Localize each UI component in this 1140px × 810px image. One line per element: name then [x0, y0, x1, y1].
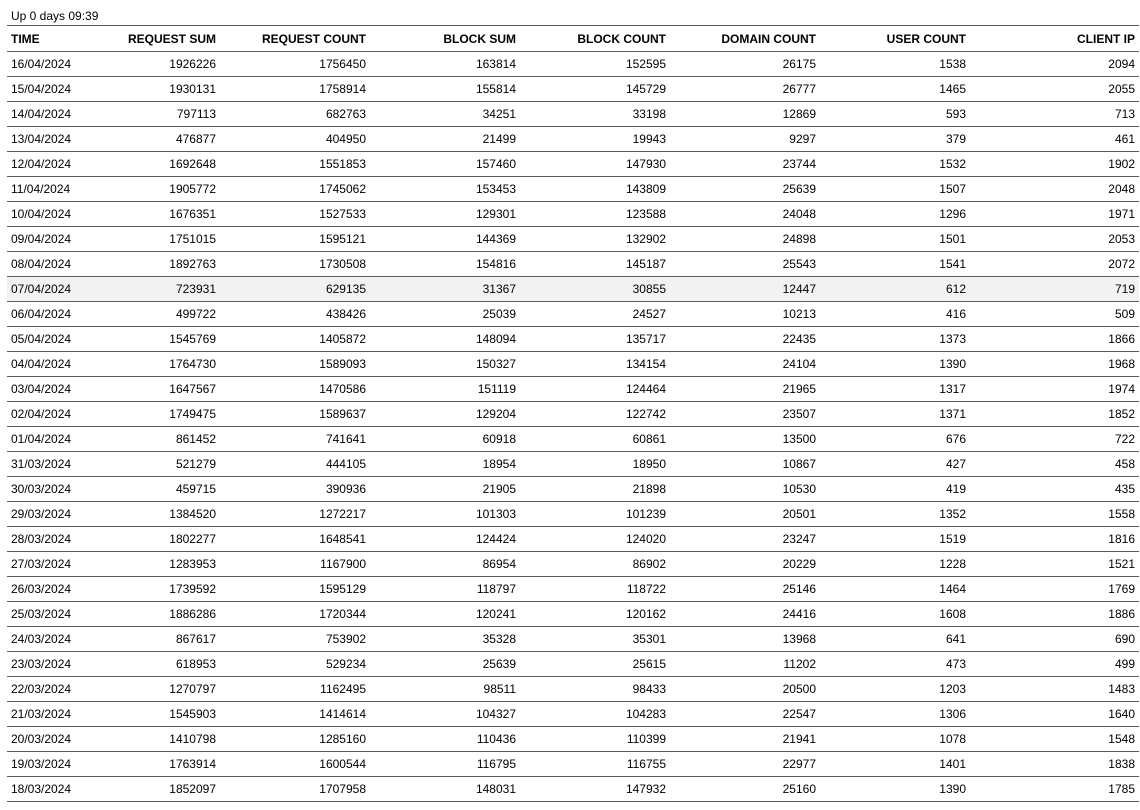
uptime-status: Up 0 days 09:39 — [11, 9, 99, 23]
cell-block-sum: 25639 — [370, 652, 520, 677]
cell-request-sum: 1852097 — [77, 777, 220, 802]
cell-request-sum: 1749475 — [77, 402, 220, 427]
cell-block-sum: 60918 — [370, 427, 520, 452]
cell-client-ip: 499 — [970, 652, 1139, 677]
cell-client-ip: 1838 — [970, 752, 1139, 777]
cell-request-count: 1589637 — [220, 402, 370, 427]
cell-request-count: 404950 — [220, 127, 370, 152]
cell-user-count: 593 — [820, 102, 970, 127]
cell-domain-count: 12447 — [670, 277, 820, 302]
column-header-request-sum[interactable]: REQUEST SUM — [77, 26, 220, 52]
cell-block-count: 18950 — [520, 452, 670, 477]
cell-client-ip: 690 — [970, 627, 1139, 652]
cell-request-sum: 861452 — [77, 427, 220, 452]
table-row[interactable] — [7, 302, 1139, 327]
cell-request-sum: 723931 — [77, 277, 220, 302]
cell-request-count: 529234 — [220, 652, 370, 677]
cell-block-count: 86902 — [520, 552, 670, 577]
cell-domain-count: 24416 — [670, 602, 820, 627]
cell-block-count: 147932 — [520, 777, 670, 802]
cell-time: 28/03/2024 — [7, 527, 77, 552]
cell-block-count: 19943 — [520, 127, 670, 152]
cell-block-sum: 151119 — [370, 377, 520, 402]
cell-request-sum: 1410798 — [77, 727, 220, 752]
cell-block-sum: 150327 — [370, 352, 520, 377]
cell-request-count: 1745062 — [220, 177, 370, 202]
cell-client-ip: 2048 — [970, 177, 1139, 202]
cell-request-sum: 867617 — [77, 627, 220, 652]
cell-user-count: 416 — [820, 302, 970, 327]
cell-domain-count: 24898 — [670, 227, 820, 252]
cell-client-ip: 1886 — [970, 602, 1139, 627]
cell-user-count: 1519 — [820, 527, 970, 552]
column-header-time[interactable]: TIME — [7, 26, 77, 52]
cell-request-sum: 1926226 — [77, 52, 220, 77]
cell-time: 18/03/2024 — [7, 777, 77, 802]
cell-request-sum: 1647567 — [77, 377, 220, 402]
cell-request-sum: 1545769 — [77, 327, 220, 352]
table-row[interactable] — [7, 502, 1139, 527]
table-row[interactable] — [7, 177, 1139, 202]
cell-client-ip: 1974 — [970, 377, 1139, 402]
cell-request-count: 682763 — [220, 102, 370, 127]
cell-user-count: 676 — [820, 427, 970, 452]
table-row[interactable] — [7, 352, 1139, 377]
cell-time: 25/03/2024 — [7, 602, 77, 627]
cell-block-count: 30855 — [520, 277, 670, 302]
cell-user-count: 1390 — [820, 777, 970, 802]
cell-client-ip: 1902 — [970, 152, 1139, 177]
cell-time: 21/03/2024 — [7, 702, 77, 727]
cell-time: 09/04/2024 — [7, 227, 77, 252]
cell-client-ip: 722 — [970, 427, 1139, 452]
column-header-client-ip[interactable]: CLIENT IP — [970, 26, 1139, 52]
cell-time: 13/04/2024 — [7, 127, 77, 152]
table-row[interactable] — [7, 777, 1139, 802]
cell-block-count: 25615 — [520, 652, 670, 677]
cell-client-ip: 2055 — [970, 77, 1139, 102]
cell-client-ip: 1548 — [970, 727, 1139, 752]
cell-request-count: 1720344 — [220, 602, 370, 627]
cell-request-sum: 1545903 — [77, 702, 220, 727]
cell-domain-count: 22977 — [670, 752, 820, 777]
cell-request-sum: 1905772 — [77, 177, 220, 202]
cell-domain-count: 25160 — [670, 777, 820, 802]
cell-time: 07/04/2024 — [7, 277, 77, 302]
cell-client-ip: 2094 — [970, 52, 1139, 77]
cell-user-count: 419 — [820, 477, 970, 502]
cell-request-count: 1470586 — [220, 377, 370, 402]
cell-block-count: 21898 — [520, 477, 670, 502]
cell-time: 24/03/2024 — [7, 627, 77, 652]
cell-client-ip: 1521 — [970, 552, 1139, 577]
cell-user-count: 1352 — [820, 502, 970, 527]
cell-time: 05/04/2024 — [7, 327, 77, 352]
table-row[interactable] — [7, 727, 1139, 752]
cell-block-sum: 120241 — [370, 602, 520, 627]
cell-user-count: 473 — [820, 652, 970, 677]
cell-domain-count: 26777 — [670, 77, 820, 102]
cell-client-ip: 461 — [970, 127, 1139, 152]
cell-block-count: 35301 — [520, 627, 670, 652]
cell-block-count: 145187 — [520, 252, 670, 277]
cell-request-sum: 1802277 — [77, 527, 220, 552]
cell-block-sum: 129204 — [370, 402, 520, 427]
column-header-block-count[interactable]: BLOCK COUNT — [520, 26, 670, 52]
cell-block-sum: 21905 — [370, 477, 520, 502]
cell-block-count: 122742 — [520, 402, 670, 427]
table-row[interactable] — [7, 702, 1139, 727]
cell-time: 02/04/2024 — [7, 402, 77, 427]
cell-time: 15/04/2024 — [7, 77, 77, 102]
cell-client-ip: 1866 — [970, 327, 1139, 352]
cell-request-count: 1527533 — [220, 202, 370, 227]
cell-block-sum: 129301 — [370, 202, 520, 227]
cell-client-ip: 2072 — [970, 252, 1139, 277]
cell-request-count: 1595121 — [220, 227, 370, 252]
table-row[interactable] — [7, 202, 1139, 227]
cell-time: 26/03/2024 — [7, 577, 77, 602]
cell-client-ip: 1558 — [970, 502, 1139, 527]
table-row[interactable] — [7, 52, 1139, 77]
table-row[interactable] — [7, 752, 1139, 777]
cell-request-sum: 1892763 — [77, 252, 220, 277]
cell-client-ip: 1640 — [970, 702, 1139, 727]
cell-block-count: 145729 — [520, 77, 670, 102]
cell-block-count: 33198 — [520, 102, 670, 127]
cell-user-count: 1306 — [820, 702, 970, 727]
cell-request-sum: 1930131 — [77, 77, 220, 102]
cell-time: 11/04/2024 — [7, 177, 77, 202]
cell-client-ip: 1785 — [970, 777, 1139, 802]
cell-domain-count: 20500 — [670, 677, 820, 702]
column-header-domain-count[interactable]: DOMAIN COUNT — [670, 26, 820, 52]
cell-request-sum: 1763914 — [77, 752, 220, 777]
cell-block-sum: 116795 — [370, 752, 520, 777]
cell-request-count: 1167900 — [220, 552, 370, 577]
cell-client-ip: 1968 — [970, 352, 1139, 377]
cell-block-sum: 124424 — [370, 527, 520, 552]
cell-block-count: 104283 — [520, 702, 670, 727]
column-header-request-count[interactable]: REQUEST COUNT — [220, 26, 370, 52]
cell-request-count: 1758914 — [220, 77, 370, 102]
cell-client-ip: 1816 — [970, 527, 1139, 552]
cell-request-sum: 1384520 — [77, 502, 220, 527]
cell-time: 16/04/2024 — [7, 52, 77, 77]
cell-client-ip: 1852 — [970, 402, 1139, 427]
cell-request-count: 1730508 — [220, 252, 370, 277]
cell-block-count: 152595 — [520, 52, 670, 77]
cell-user-count: 427 — [820, 452, 970, 477]
cell-request-sum: 1692648 — [77, 152, 220, 177]
table-row[interactable] — [7, 277, 1139, 302]
table-row[interactable] — [7, 627, 1139, 652]
cell-domain-count: 21941 — [670, 727, 820, 752]
cell-block-count: 132902 — [520, 227, 670, 252]
cell-block-sum: 101303 — [370, 502, 520, 527]
cell-domain-count: 23247 — [670, 527, 820, 552]
cell-block-count: 118722 — [520, 577, 670, 602]
cell-block-count: 124020 — [520, 527, 670, 552]
cell-domain-count: 26175 — [670, 52, 820, 77]
cell-domain-count: 10530 — [670, 477, 820, 502]
cell-block-sum: 86954 — [370, 552, 520, 577]
cell-block-sum: 31367 — [370, 277, 520, 302]
cell-request-sum: 618953 — [77, 652, 220, 677]
cell-block-sum: 25039 — [370, 302, 520, 327]
cell-time: 20/03/2024 — [7, 727, 77, 752]
column-header-user-count[interactable]: USER COUNT — [820, 26, 970, 52]
cell-domain-count: 23507 — [670, 402, 820, 427]
cell-block-sum: 153453 — [370, 177, 520, 202]
cell-domain-count: 10213 — [670, 302, 820, 327]
cell-domain-count: 24048 — [670, 202, 820, 227]
cell-time: 14/04/2024 — [7, 102, 77, 127]
cell-client-ip: 435 — [970, 477, 1139, 502]
table-row[interactable] — [7, 152, 1139, 177]
cell-user-count: 641 — [820, 627, 970, 652]
cell-block-count: 98433 — [520, 677, 670, 702]
cell-time: 03/04/2024 — [7, 377, 77, 402]
cell-block-sum: 144369 — [370, 227, 520, 252]
cell-block-count: 110399 — [520, 727, 670, 752]
cell-time: 06/04/2024 — [7, 302, 77, 327]
cell-user-count: 1532 — [820, 152, 970, 177]
cell-request-count: 1285160 — [220, 727, 370, 752]
cell-user-count: 1317 — [820, 377, 970, 402]
cell-block-count: 116755 — [520, 752, 670, 777]
table-row[interactable] — [7, 327, 1139, 352]
table-row[interactable] — [7, 527, 1139, 552]
cell-domain-count: 9297 — [670, 127, 820, 152]
cell-request-sum: 1270797 — [77, 677, 220, 702]
cell-user-count: 1507 — [820, 177, 970, 202]
cell-user-count: 1608 — [820, 602, 970, 627]
cell-user-count: 1390 — [820, 352, 970, 377]
cell-client-ip: 713 — [970, 102, 1139, 127]
cell-user-count: 1296 — [820, 202, 970, 227]
cell-client-ip: 509 — [970, 302, 1139, 327]
table-header-row — [7, 26, 1139, 52]
cell-request-sum: 459715 — [77, 477, 220, 502]
cell-block-sum: 110436 — [370, 727, 520, 752]
cell-time: 23/03/2024 — [7, 652, 77, 677]
cell-block-count: 124464 — [520, 377, 670, 402]
daily-stats-table — [7, 25, 1139, 802]
cell-block-sum: 35328 — [370, 627, 520, 652]
cell-block-count: 123588 — [520, 202, 670, 227]
cell-block-sum: 154816 — [370, 252, 520, 277]
cell-block-sum: 148031 — [370, 777, 520, 802]
cell-domain-count: 22547 — [670, 702, 820, 727]
cell-user-count: 1465 — [820, 77, 970, 102]
cell-request-count: 1707958 — [220, 777, 370, 802]
cell-request-count: 753902 — [220, 627, 370, 652]
cell-block-sum: 104327 — [370, 702, 520, 727]
cell-user-count: 1501 — [820, 227, 970, 252]
table-row[interactable] — [7, 252, 1139, 277]
cell-request-count: 1414614 — [220, 702, 370, 727]
cell-time: 12/04/2024 — [7, 152, 77, 177]
cell-time: 29/03/2024 — [7, 502, 77, 527]
cell-block-count: 24527 — [520, 302, 670, 327]
cell-domain-count: 11202 — [670, 652, 820, 677]
cell-request-count: 390936 — [220, 477, 370, 502]
table-row[interactable] — [7, 427, 1139, 452]
cell-domain-count: 12869 — [670, 102, 820, 127]
cell-time: 04/04/2024 — [7, 352, 77, 377]
cell-time: 01/04/2024 — [7, 427, 77, 452]
cell-block-count: 134154 — [520, 352, 670, 377]
table-row[interactable] — [7, 102, 1139, 127]
table-body — [7, 52, 1139, 802]
cell-request-sum: 499722 — [77, 302, 220, 327]
cell-request-count: 444105 — [220, 452, 370, 477]
cell-request-sum: 476877 — [77, 127, 220, 152]
cell-user-count: 1203 — [820, 677, 970, 702]
cell-user-count: 612 — [820, 277, 970, 302]
table-row[interactable] — [7, 577, 1139, 602]
cell-block-sum: 98511 — [370, 677, 520, 702]
cell-block-sum: 18954 — [370, 452, 520, 477]
cell-block-count: 101239 — [520, 502, 670, 527]
cell-client-ip: 1483 — [970, 677, 1139, 702]
cell-client-ip: 2053 — [970, 227, 1139, 252]
cell-time: 08/04/2024 — [7, 252, 77, 277]
table-row[interactable] — [7, 677, 1139, 702]
cell-request-sum: 1764730 — [77, 352, 220, 377]
table-row[interactable] — [7, 127, 1139, 152]
cell-block-sum: 34251 — [370, 102, 520, 127]
cell-block-sum: 155814 — [370, 77, 520, 102]
cell-request-sum: 1751015 — [77, 227, 220, 252]
cell-user-count: 1538 — [820, 52, 970, 77]
cell-domain-count: 10867 — [670, 452, 820, 477]
cell-request-count: 1272217 — [220, 502, 370, 527]
cell-domain-count: 13968 — [670, 627, 820, 652]
cell-domain-count: 13500 — [670, 427, 820, 452]
cell-client-ip: 1769 — [970, 577, 1139, 602]
cell-domain-count: 22435 — [670, 327, 820, 352]
cell-client-ip: 719 — [970, 277, 1139, 302]
cell-request-count: 1600544 — [220, 752, 370, 777]
table-row[interactable] — [7, 452, 1139, 477]
cell-user-count: 1373 — [820, 327, 970, 352]
cell-time: 19/03/2024 — [7, 752, 77, 777]
cell-request-count: 1405872 — [220, 327, 370, 352]
cell-time: 27/03/2024 — [7, 552, 77, 577]
cell-client-ip: 1971 — [970, 202, 1139, 227]
cell-user-count: 1464 — [820, 577, 970, 602]
cell-request-sum: 1676351 — [77, 202, 220, 227]
table-row[interactable] — [7, 552, 1139, 577]
cell-domain-count: 23744 — [670, 152, 820, 177]
cell-block-count: 143809 — [520, 177, 670, 202]
table-row[interactable] — [7, 477, 1139, 502]
cell-user-count: 1078 — [820, 727, 970, 752]
cell-request-count: 438426 — [220, 302, 370, 327]
cell-request-count: 741641 — [220, 427, 370, 452]
cell-domain-count: 21965 — [670, 377, 820, 402]
table-row[interactable] — [7, 402, 1139, 427]
cell-request-count: 1756450 — [220, 52, 370, 77]
cell-domain-count: 25543 — [670, 252, 820, 277]
cell-block-sum: 21499 — [370, 127, 520, 152]
cell-request-count: 1589093 — [220, 352, 370, 377]
cell-time: 22/03/2024 — [7, 677, 77, 702]
table-row[interactable] — [7, 227, 1139, 252]
table-row[interactable] — [7, 77, 1139, 102]
cell-domain-count: 20229 — [670, 552, 820, 577]
cell-domain-count: 25639 — [670, 177, 820, 202]
cell-time: 10/04/2024 — [7, 202, 77, 227]
cell-domain-count: 20501 — [670, 502, 820, 527]
column-header-block-sum[interactable]: BLOCK SUM — [370, 26, 520, 52]
cell-block-count: 147930 — [520, 152, 670, 177]
cell-request-sum: 1739592 — [77, 577, 220, 602]
cell-block-sum: 118797 — [370, 577, 520, 602]
cell-request-count: 1595129 — [220, 577, 370, 602]
cell-time: 30/03/2024 — [7, 477, 77, 502]
cell-request-sum: 1283953 — [77, 552, 220, 577]
table-row[interactable] — [7, 652, 1139, 677]
cell-block-count: 60861 — [520, 427, 670, 452]
cell-domain-count: 24104 — [670, 352, 820, 377]
cell-domain-count: 25146 — [670, 577, 820, 602]
cell-request-count: 1162495 — [220, 677, 370, 702]
cell-block-sum: 163814 — [370, 52, 520, 77]
cell-user-count: 379 — [820, 127, 970, 152]
cell-request-count: 1648541 — [220, 527, 370, 552]
table-row[interactable] — [7, 377, 1139, 402]
cell-user-count: 1541 — [820, 252, 970, 277]
cell-block-sum: 157460 — [370, 152, 520, 177]
cell-block-count: 135717 — [520, 327, 670, 352]
cell-user-count: 1228 — [820, 552, 970, 577]
table-row[interactable] — [7, 602, 1139, 627]
cell-request-sum: 1886286 — [77, 602, 220, 627]
cell-request-sum: 521279 — [77, 452, 220, 477]
cell-block-count: 120162 — [520, 602, 670, 627]
cell-client-ip: 458 — [970, 452, 1139, 477]
cell-request-sum: 797113 — [77, 102, 220, 127]
cell-block-sum: 148094 — [370, 327, 520, 352]
cell-time: 31/03/2024 — [7, 452, 77, 477]
stats-table-container — [7, 25, 1139, 802]
cell-user-count: 1401 — [820, 752, 970, 777]
cell-user-count: 1371 — [820, 402, 970, 427]
cell-request-count: 1551853 — [220, 152, 370, 177]
cell-request-count: 629135 — [220, 277, 370, 302]
